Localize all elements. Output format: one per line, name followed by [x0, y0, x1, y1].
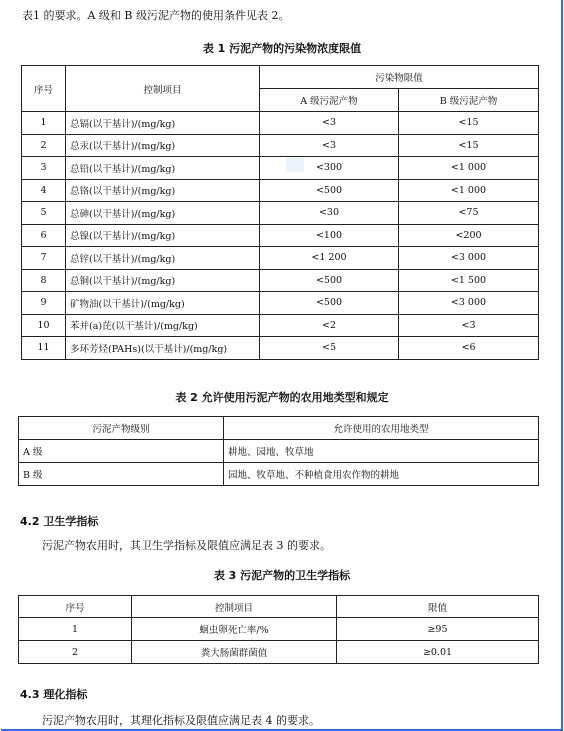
row-b: <1 500	[399, 269, 539, 292]
row-b: <1 000	[399, 157, 539, 180]
table1-header-item: 控制项目	[66, 66, 260, 112]
table2	[18, 416, 539, 486]
table-row	[22, 269, 539, 292]
section-4-2-text: 污泥产物农用时，其卫生学指标及限值应满足表 3 的要求。	[42, 539, 331, 552]
row-item: 总锌(以干基计)/(mg/kg)	[66, 247, 260, 270]
table1-header-b: B 级污泥产物	[399, 89, 539, 112]
row-b: <3 000	[399, 292, 539, 315]
row-b: <75	[399, 202, 539, 225]
table-row	[22, 224, 539, 247]
table-row	[22, 134, 539, 157]
row-b: <1 000	[399, 179, 539, 202]
table-row	[22, 157, 539, 180]
row-b: <15	[399, 134, 539, 157]
row-no: 11	[22, 337, 66, 360]
row-b: <200	[399, 224, 539, 247]
row-a: <2	[260, 314, 399, 337]
table-row	[22, 337, 539, 360]
intro-text: 表1 的要求。A 级和 B 级污泥产物的使用条件见表 2。	[22, 9, 290, 22]
row-no: 6	[22, 224, 66, 247]
row-no: 1	[22, 112, 66, 135]
row-no: 4	[22, 179, 66, 202]
table-row	[22, 314, 539, 337]
table-row	[22, 292, 539, 315]
row-a: <3	[260, 134, 399, 157]
row-no: 7	[22, 247, 66, 270]
row-no: 2	[22, 134, 66, 157]
section-4-2-heading: 4.2 卫生学指标	[20, 515, 99, 528]
table1	[21, 65, 539, 360]
row-no: 5	[22, 202, 66, 225]
row-no: 10	[22, 314, 66, 337]
row-a: <500	[260, 179, 399, 202]
row-no: 8	[22, 269, 66, 292]
row-item: 蛔虫卵死亡率/%	[132, 618, 337, 641]
row-a: <500	[260, 269, 399, 292]
table2-header-grade: 污泥产物级别	[19, 417, 224, 440]
table1-header-no: 序号	[22, 66, 66, 112]
row-a: <500	[260, 292, 399, 315]
section-4-3-text: 污泥产物农用时，其理化指标及限值应满足表 4 的要求。	[42, 714, 320, 727]
row-a: <300	[260, 157, 399, 180]
row-limit: ≥95	[337, 618, 539, 641]
row-b: <3 000	[399, 247, 539, 270]
row-a: <100	[260, 224, 399, 247]
table3-header-limit: 限值	[337, 596, 539, 618]
table-row	[19, 641, 539, 664]
table-row	[19, 463, 539, 486]
table3-header-no: 序号	[19, 596, 132, 618]
table1-header-limit: 污染物限值	[260, 66, 539, 89]
row-item: 矿物油(以干基计)/(mg/kg)	[66, 292, 260, 315]
row-a: <3	[260, 112, 399, 135]
table-row	[22, 179, 539, 202]
row-no: 3	[22, 157, 66, 180]
row-b: <6	[399, 337, 539, 360]
section-4-3-heading: 4.3 理化指标	[20, 688, 88, 701]
table3-caption: 表 3 污泥产物的卫生学指标	[213, 569, 351, 582]
row-item: 总铬(以干基计)/(mg/kg)	[66, 179, 260, 202]
row-item: 总汞(以干基计)/(mg/kg)	[66, 134, 260, 157]
table-row	[22, 112, 539, 135]
row-item: 总砷(以干基计)/(mg/kg)	[66, 202, 260, 225]
table-row	[19, 440, 539, 463]
row-item: 多环芳烃(PAHs)(以干基计)/(mg/kg)	[66, 337, 260, 360]
table-row	[19, 618, 539, 641]
row-grade: A 级	[19, 440, 224, 463]
row-item: 总铅(以干基计)/(mg/kg)	[66, 157, 260, 180]
row-a: <1 200	[260, 247, 399, 270]
row-item: 总镍(以干基计)/(mg/kg)	[66, 224, 260, 247]
table2-header-type: 允许使用的农用地类型	[224, 417, 539, 440]
row-item: 苯并(a)芘(以干基计)/(mg/kg)	[66, 314, 260, 337]
row-b: <3	[399, 314, 539, 337]
row-item: 总镉(以干基计)/(mg/kg)	[66, 112, 260, 135]
row-type: 耕地、园地、牧草地	[224, 440, 539, 463]
row-a: <30	[260, 202, 399, 225]
row-grade: B 级	[19, 463, 224, 486]
table2-caption: 表 2 允许使用污泥产物的农用地类型和规定	[175, 391, 389, 404]
table-row	[22, 247, 539, 270]
row-a: <5	[260, 337, 399, 360]
table-row	[22, 202, 539, 225]
table3	[18, 595, 539, 664]
row-item: 粪大肠菌群菌值	[132, 641, 337, 664]
row-no: 2	[19, 641, 132, 664]
row-type: 园地、牧草地、不种植食用农作物的耕地	[224, 463, 539, 486]
table3-header-item: 控制项目	[132, 596, 337, 618]
table1-caption: 表 1 污泥产物的污染物浓度限值	[202, 42, 362, 55]
row-limit: ≥0.01	[337, 641, 539, 664]
row-no: 9	[22, 292, 66, 315]
row-item: 总铜(以干基计)/(mg/kg)	[66, 269, 260, 292]
row-no: 1	[19, 618, 132, 641]
table1-header-a: A 级污泥产物	[260, 89, 399, 112]
row-b: <15	[399, 112, 539, 135]
